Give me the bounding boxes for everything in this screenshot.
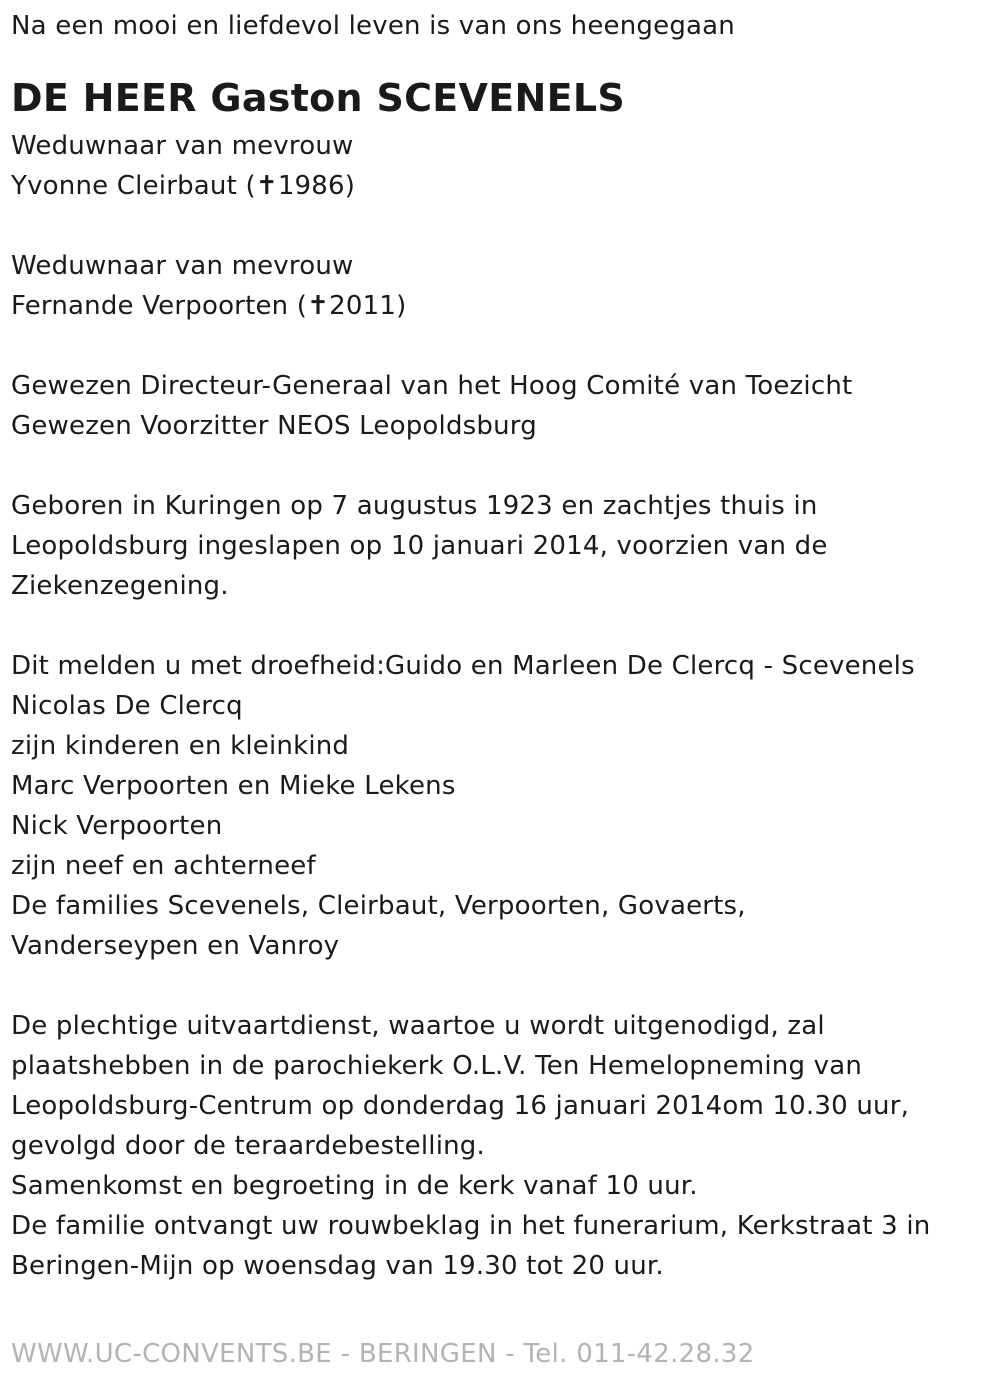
funeral-line: Samenkomst en begroeting in de kerk vanaf 10 uur.	[11, 1171, 698, 1201]
spouse-name-text: Fernande Verpoorten (	[11, 291, 308, 321]
spacer	[11, 446, 986, 486]
spouse-name	[11, 166, 986, 206]
funeral-line: Leopoldsburg-Centrum op donderdag 16 januari 2014om 10.30 uur,	[11, 1091, 910, 1121]
funeral-line: gevolgd door de teraardebestelling.	[11, 1131, 485, 1161]
birth-death-line: Leopoldsburg ingeslapen op 10 januari 2014, voorzien van de	[11, 531, 828, 561]
title-line: Gewezen Voorzitter NEOS Leopoldsburg	[11, 411, 537, 441]
funeral-line: De plechtige uitvaartdienst, waartoe u wordt uitgenodigd, zal	[11, 1011, 825, 1041]
spouse-death-year: 1986)	[277, 171, 356, 201]
mourner-line: zijn kinderen en kleinkind	[11, 731, 350, 761]
mourner-line: Marc Verpoorten en Mieke Lekens	[11, 771, 456, 801]
mourner-line: Vanderseypen en Vanroy	[11, 931, 340, 961]
mourner-line: Dit melden u met droefheid:Guido en Marleen De Clercq - Scevenels	[11, 651, 915, 681]
spacer	[11, 966, 986, 1006]
spouse-name	[11, 286, 986, 326]
obituary-notice	[11, 6, 986, 1286]
birth-death-line: Ziekenzegening.	[11, 571, 229, 601]
deceased-name: DE HEER Gaston SCEVENELS	[11, 76, 626, 120]
title-line: Gewezen Directeur-Generaal van het Hoog Comité van Toezicht	[11, 371, 853, 401]
mourner-line: Nick Verpoorten	[11, 811, 223, 841]
spacer	[11, 46, 986, 70]
cross-icon: ✝	[307, 291, 330, 321]
spacer	[11, 206, 986, 246]
mourner-line: Nicolas De Clercq	[11, 691, 243, 721]
spouse-relation: Weduwnaar van mevrouw	[11, 131, 354, 161]
birth-death-line: Geboren in Kuringen op 7 augustus 1923 en zachtjes thuis in	[11, 491, 818, 521]
spouse-death-year: 2011)	[329, 291, 407, 321]
funeral-line: De familie ontvangt uw rouwbeklag in het funerarium, Kerkstraat 3 in	[11, 1211, 931, 1241]
spacer	[11, 606, 986, 646]
footer-contact: WWW.UC-CONVENTS.BE - BERINGEN - Tel. 011-42.28.32	[11, 1339, 755, 1369]
cross-icon: ✝	[255, 171, 278, 201]
spacer	[11, 326, 986, 366]
funeral-line: Beringen-Mijn op woensdag van 19.30 tot 20 uur.	[11, 1251, 664, 1281]
intro-text: Na een mooi en liefdevol leven is van ons heengegaan	[11, 11, 735, 41]
mourner-line: De families Scevenels, Cleirbaut, Verpoorten, Govaerts,	[11, 891, 746, 921]
mourner-line: zijn neef en achterneef	[11, 851, 316, 881]
funeral-line: plaatshebben in de parochiekerk O.L.V. Ten Hemelopneming van	[11, 1051, 863, 1081]
spouse-name-text: Yvonne Cleirbaut (	[11, 171, 256, 201]
spouse-relation: Weduwnaar van mevrouw	[11, 251, 354, 281]
